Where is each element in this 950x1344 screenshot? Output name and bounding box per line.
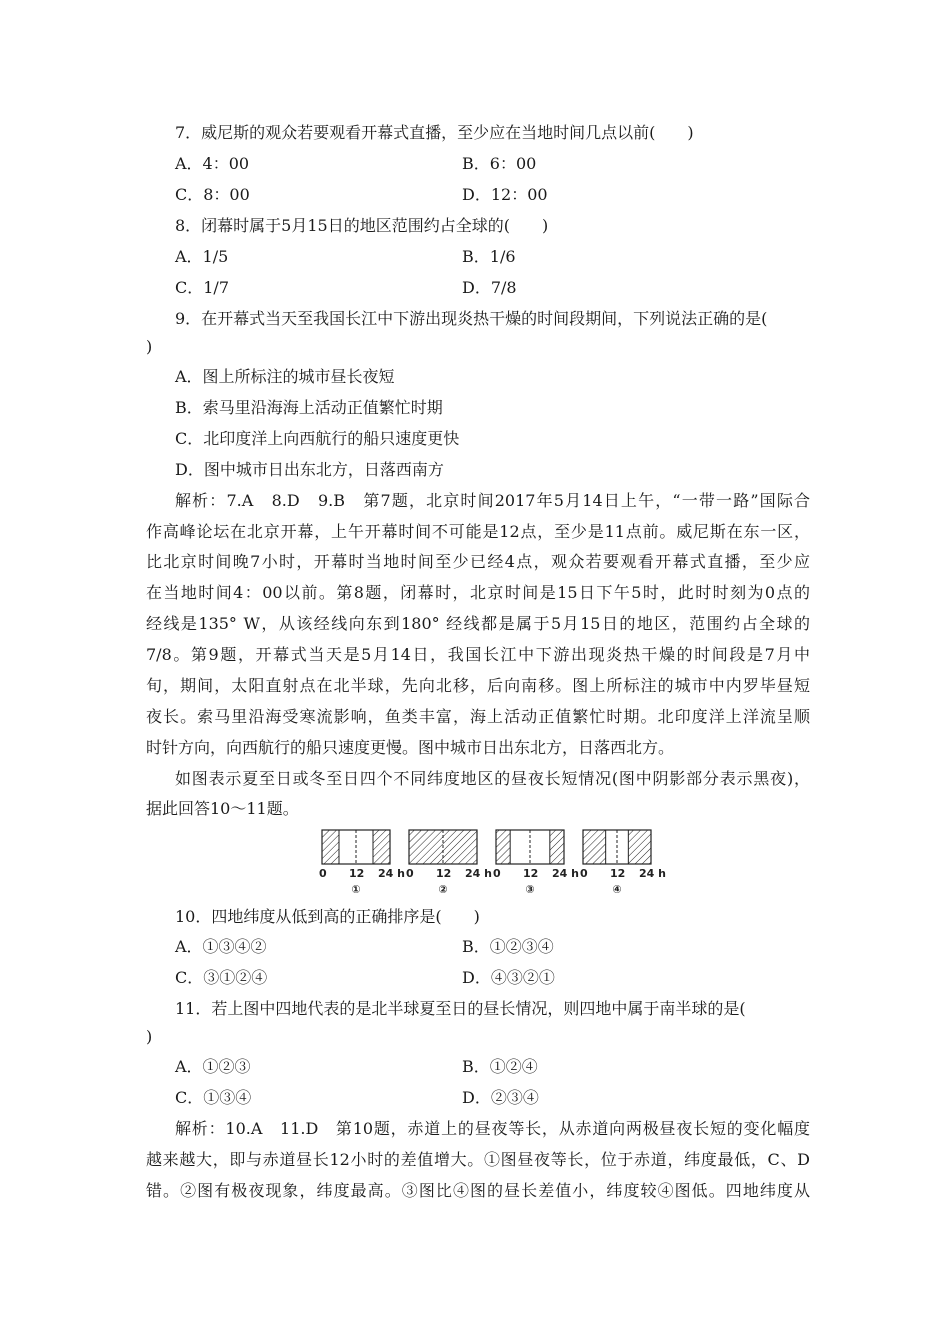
tick-label: 24 h: [465, 867, 492, 880]
analysis1-line: 旬，期间，太阳直射点在北半球，先向北移，后向南移。图上所标注的城市中内罗毕昼短: [146, 676, 810, 695]
tick-label: 0: [319, 867, 327, 880]
analysis1-line: 比北京时间晚7小时，开幕时当地时间至少已经4点，观众若要观看开幕式直播，至少应: [146, 552, 810, 571]
tick-label: 0: [580, 867, 588, 880]
diagram-label: ②: [438, 883, 448, 896]
analysis1-line: 夜长。索马里沿海受寒流影响，鱼类丰富，海上活动正值繁忙时期。北印度洋上洋流呈顺: [146, 707, 810, 726]
tick-label: 12: [610, 867, 626, 880]
day-night-diagram-4: [580, 830, 666, 896]
q8-stem: 8．闭幕时属于5月15日的地区范围约占全球的( ): [175, 216, 549, 235]
intro-line: 据此回答10～11题。: [146, 799, 299, 818]
analysis2-line: 错。②图有极夜现象，纬度最高。③图比④图的昼长差值小，纬度较④图低。四地纬度从: [146, 1181, 810, 1200]
q9-option-b: B．索马里沿海海上活动正值繁忙时期: [175, 398, 443, 417]
q9-option-a: A．图上所标注的城市昼长夜短: [175, 367, 395, 386]
night-segment: [443, 830, 477, 864]
night-segment: [322, 830, 339, 864]
analysis1-line: 时针方向，向西航行的船只速度更慢。图中城市日出东北方，日落西北方。: [146, 738, 675, 757]
q7-option-a: A．4：00: [175, 154, 250, 173]
q10-option-c: C．③①②④: [175, 968, 268, 987]
diagram-label: ④: [612, 883, 622, 896]
q11-option-b: B．①②④: [462, 1057, 538, 1076]
q10-option-d: D．④③②①: [462, 968, 555, 987]
analysis2-line: 解析：10.A 11.D 第10题，赤道上的昼夜等长，从赤道向两极昼夜长短的变化幅度: [175, 1119, 810, 1138]
q8-option-a: A．1/5: [175, 247, 229, 266]
q11-option-a: A．①②③: [175, 1057, 251, 1076]
tick-label: 12: [436, 867, 452, 880]
q11-stem-line2: ): [146, 1027, 153, 1046]
diagram-label: ③: [525, 883, 535, 896]
analysis1-line: 作高峰论坛在北京开幕，上午开幕时间不可能是12点，至少是11点前。威尼斯在东一区，: [146, 522, 810, 541]
q7-option-b: B．6：00: [462, 154, 537, 173]
tick-label: 0: [406, 867, 414, 880]
analysis1-line: 经线是135° W，从该经线向东到180° 经线都是属于5月15日的地区，范围约占全球的: [146, 614, 810, 633]
analysis1-line: 解析：7.A 8.D 9.B 第7题，北京时间2017年5月14日上午，“一带一路”国际合: [175, 491, 810, 510]
q9-option-d: D．图中城市日出东北方，日落西南方: [175, 460, 444, 479]
q11-option-c: C．①③④: [175, 1088, 252, 1107]
tick-label: 12: [349, 867, 365, 880]
tick-label: 24 h: [639, 867, 666, 880]
night-segment: [550, 830, 564, 864]
day-night-diagram-3: [493, 830, 579, 896]
q9-stem-line1: 9．在开幕式当天至我国长江中下游出现炎热干燥的时间段期间，下列说法正确的是(: [175, 309, 768, 328]
tick-label: 24 h: [378, 867, 405, 880]
tick-label: 0: [493, 867, 501, 880]
day-night-diagram-1: [319, 830, 405, 896]
night-segment: [373, 830, 390, 864]
analysis1-line: 7/8。第9题，开幕式当天是5月14日，我国长江中下游出现炎热干燥的时间段是7月中: [146, 645, 810, 664]
intro-line: 如图表示夏至日或冬至日四个不同纬度地区的昼夜长短情况(图中阴影部分表示黑夜)，: [175, 769, 810, 788]
tick-label: 24 h: [552, 867, 579, 880]
q8-option-b: B．1/6: [462, 247, 516, 266]
analysis1-line: 在当地时间4：00以前。第8题，闭幕时，北京时间是15日下午5时，此时时刻为0点的: [146, 583, 810, 602]
q10-option-b: B．①②③④: [462, 937, 554, 956]
night-segment: [409, 830, 443, 864]
q11-stem-line1: 11．若上图中四地代表的是北半球夏至日的昼长情况，则四地中属于南半球的是(: [175, 999, 746, 1018]
night-segment: [628, 830, 651, 864]
q10-stem: 10．四地纬度从低到高的正确排序是( ): [175, 907, 480, 926]
day-night-diagram-2: [406, 830, 492, 896]
q11-option-d: D．②③④: [462, 1088, 539, 1107]
q7-option-c: C．8：00: [175, 185, 250, 204]
q7-option-d: D．12：00: [462, 185, 548, 204]
q8-option-c: C．1/7: [175, 278, 229, 297]
night-segment: [496, 830, 510, 864]
tick-label: 12: [523, 867, 539, 880]
q7-stem: 7．威尼斯的观众若要观看开幕式直播，至少应在当地时间几点以前( ): [175, 123, 694, 142]
day-night-figure: [312, 826, 672, 900]
q10-option-a: A．①③④②: [175, 937, 267, 956]
analysis2-line: 越来越大，即与赤道昼长12小时的差值增大。①图昼夜等长，位于赤道，纬度最低，C、D: [146, 1150, 810, 1169]
diagram-label: ①: [351, 883, 361, 896]
night-segment: [583, 830, 606, 864]
q8-option-d: D．7/8: [462, 278, 517, 297]
q9-stem-line2: ): [146, 337, 153, 356]
q9-option-c: C．北印度洋上向西航行的船只速度更快: [175, 429, 460, 448]
